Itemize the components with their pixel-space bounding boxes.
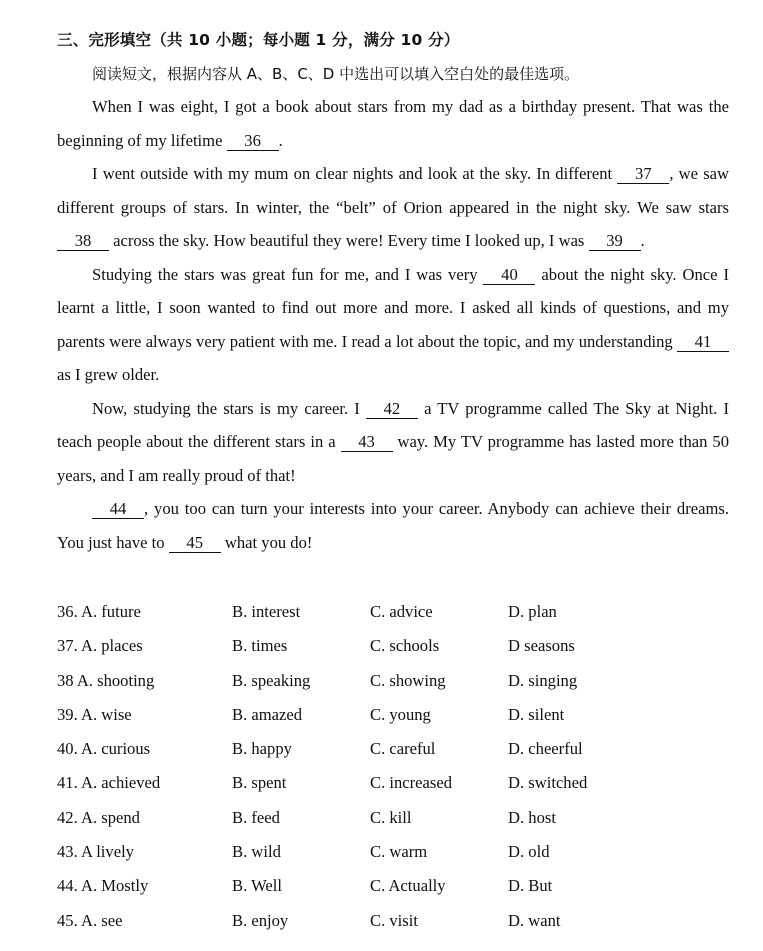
paragraph-2 — [57, 157, 729, 258]
option-d: D. singing — [508, 670, 578, 690]
option-b: B. Well — [232, 876, 282, 896]
option-c: C. warm — [370, 842, 428, 862]
text: across the sky. How beautiful they were! Every time I looked up, I was — [109, 231, 589, 250]
option-a: 43. A lively — [57, 842, 134, 862]
text: Studying the stars was great fun for me, and I was very — [92, 264, 484, 284]
option-b: B. happy — [232, 739, 292, 759]
option-a: 44. A. Mostly — [57, 876, 149, 896]
option-b: B. amazed — [232, 704, 303, 724]
option-d: D. old — [508, 842, 550, 862]
option-d: D. But — [508, 876, 553, 896]
text: as I grew older. — [57, 365, 160, 384]
option-c: C. schools — [370, 636, 440, 656]
blank-41: 41 — [677, 333, 729, 352]
text: what you do! — [220, 532, 313, 552]
text: , you too can turn your interests into your career. Anybody can achieve their dreams. You just have to — [57, 499, 729, 552]
option-d: D. cheerful — [508, 739, 583, 759]
option-c: C. young — [370, 704, 431, 724]
text: about the night sky. Once I learnt a little, I soon wanted to find out more and more. I asked all kinds of questions, and my parents were always very patient with me. I read a lot about the topic, and my understanding — [57, 264, 729, 351]
text: . — [640, 231, 645, 250]
option-a: 45. A. see — [57, 910, 123, 930]
option-a: 42. A. spend — [57, 807, 140, 827]
section-heading: 三、完形填空（共 10 小题；每小题 1 分，满分 10 分） — [57, 31, 460, 49]
cloze-passage — [57, 90, 729, 559]
option-a: 38 A. shooting — [57, 670, 155, 690]
blank-37: 37 — [617, 165, 669, 184]
option-d: D. plan — [508, 602, 557, 621]
option-c: C. careful — [370, 739, 436, 759]
option-b: B. times — [232, 636, 288, 656]
paragraph-5 — [57, 492, 729, 559]
option-b: B. wild — [232, 842, 281, 862]
paragraph-4 — [57, 392, 729, 493]
blank-40: 40 — [483, 266, 535, 285]
option-b: B. interest — [232, 602, 301, 621]
option-a: 39. A. wise — [57, 704, 132, 724]
blank-42: 42 — [366, 400, 418, 419]
text: I went outside with my mum on clear nights and look at the sky. In different — [92, 164, 618, 183]
option-a: 37. A. places — [57, 636, 143, 656]
option-c: C. advice — [370, 602, 433, 621]
option-a: 41. A. achieved — [57, 773, 161, 793]
option-c: C. kill — [370, 807, 412, 827]
blank-44: 44 — [92, 500, 144, 519]
text: Now, studying the stars is my career. I — [92, 398, 366, 418]
blank-39: 39 — [589, 232, 641, 251]
blank-38: 38 — [57, 232, 109, 251]
option-c: C. increased — [370, 773, 453, 793]
option-a: 36. A. future — [57, 602, 141, 621]
paragraph-3 — [57, 258, 729, 392]
option-d: D. switched — [508, 773, 588, 793]
paragraph-1 — [57, 90, 729, 157]
option-b: B. spent — [232, 773, 287, 793]
text: When I was eight, I got a book about stars from my dad as a birthday present. That was the beginning of my lifetime — [57, 97, 729, 150]
option-c: C. visit — [370, 910, 418, 930]
option-b: B. enjoy — [232, 910, 289, 930]
blank-45: 45 — [169, 534, 221, 553]
option-d: D. silent — [508, 704, 565, 724]
option-c: C. showing — [370, 670, 446, 690]
option-d: D. host — [508, 807, 556, 827]
option-a: 40. A. curious — [57, 739, 151, 759]
text: a TV programme called The Sky at Night. I teach people about the different stars in a — [57, 398, 730, 451]
blank-36: 36 — [227, 132, 279, 151]
blank-43: 43 — [341, 433, 393, 452]
option-b: B. speaking — [232, 670, 311, 690]
text: . — [278, 130, 283, 150]
option-c: C. Actually — [370, 876, 446, 896]
text: way. My TV programme has lasted more than 50 years, and I am really proud of that! — [57, 432, 729, 485]
section-instruction: 阅读短文，根据内容从 A、B、C、D 中选出可以填入空白处的最佳选项。 — [92, 65, 580, 83]
option-d: D. want — [508, 910, 561, 930]
option-d: D seasons — [508, 636, 575, 656]
text: , we saw different groups of stars. In winter, the “belt” of Orion appeared in the night sky. We saw stars — [57, 164, 729, 217]
option-b: B. feed — [232, 807, 280, 827]
